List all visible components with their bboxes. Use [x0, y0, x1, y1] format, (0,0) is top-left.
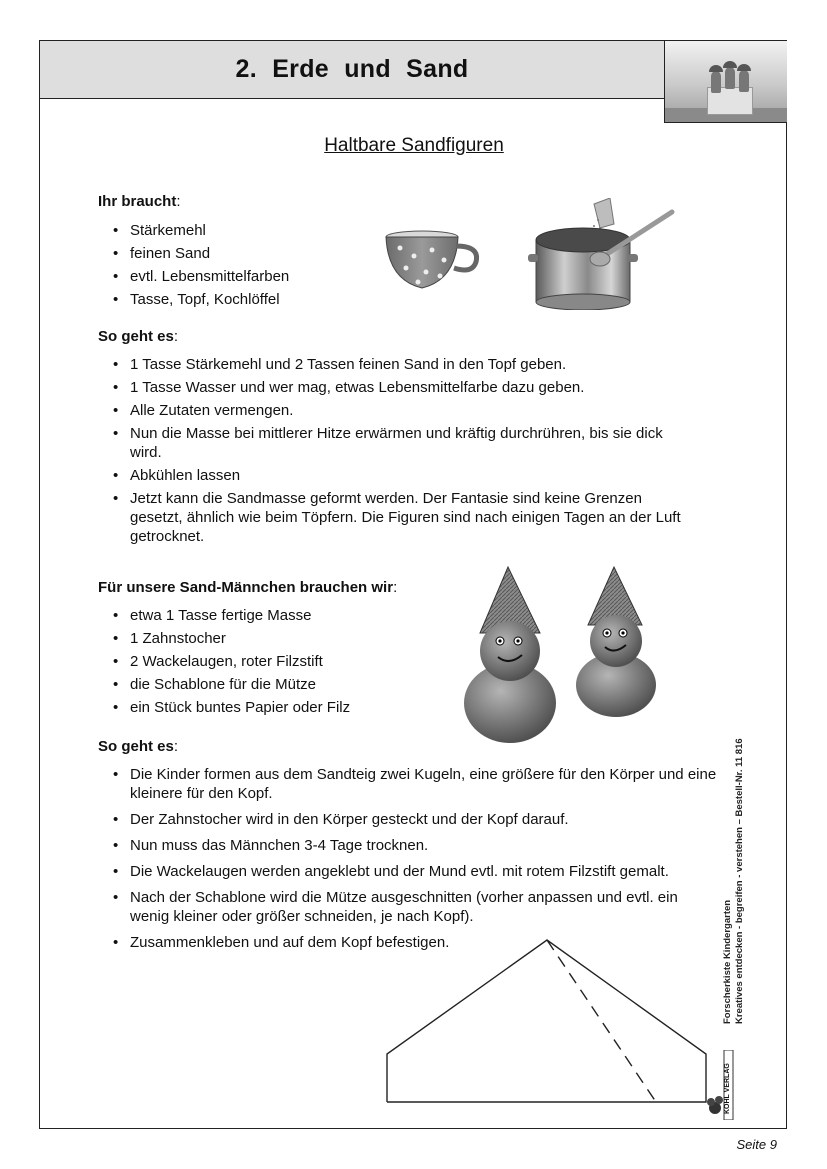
chapter-title: 2. Erde und Sand [235, 55, 469, 83]
pot-icon [528, 198, 678, 310]
list-item: • Jetzt kann die Sandmasse geformt werden. Der Fantasie sind keine Grenzen gesetzt, ähnlich wie beim Töpfern. Die Figuren sind nach einigen Tagen an der Luft getrocknet. [98, 489, 690, 546]
cup-icon [382, 228, 484, 294]
list-item: • Nun muss das Männchen 3-4 Tage trocknen. [98, 836, 738, 855]
steps2-list [98, 765, 738, 952]
page-number: Seite 9 [736, 1137, 777, 1152]
sidebar-imprint [714, 684, 774, 1024]
publisher-logo-text: KOHL VERLAG [724, 1063, 731, 1114]
list-item: • evtl. Lebensmittelfarben [98, 267, 338, 286]
materials-heading: Ihr braucht: [98, 193, 181, 210]
list-item: • 1 Zahnstocher [98, 629, 458, 648]
list-item: • 1 Tasse Stärkemehl und 2 Tassen feinen Sand in den Topf geben. [98, 355, 698, 374]
list-item: • feinen Sand [98, 244, 338, 263]
sidebar-line-2: Kreatives entdecken - begreifen - verstehen – Bestell-Nr. 11 816 [734, 738, 745, 1024]
steps1-heading: So geht es: [98, 328, 179, 345]
steps2-heading: So geht es: [98, 738, 179, 755]
hat-template-icon [384, 936, 710, 1106]
list-item: • 1 Tasse Wasser und wer mag, etwas Lebensmittelfarbe dazu geben. [98, 378, 698, 397]
figure-materials-heading: Für unsere Sand-Männchen brauchen wir: [98, 579, 398, 596]
sand-figure-icon [462, 565, 662, 745]
list-item: • 2 Wackelaugen, roter Filzstift [98, 652, 458, 671]
chapter-header [40, 41, 665, 99]
steps1-list [98, 355, 698, 546]
sidebar-line-1: Forscherkiste Kindergarten [722, 899, 733, 1024]
list-item: • Tasse, Topf, Kochlöffel [98, 290, 338, 309]
list-item: • Alle Zutaten vermengen. [98, 401, 698, 420]
list-item: • Die Kinder formen aus dem Sandteig zwei Kugeln, eine größere für den Körper und eine kleinere für den Kopf. [98, 765, 730, 803]
list-item: • die Schablone für die Mütze [98, 675, 458, 694]
list-item: • Abkühlen lassen [98, 466, 698, 485]
materials-list [98, 221, 338, 309]
figure-materials-list [98, 606, 458, 717]
list-item: • etwa 1 Tasse fertige Masse [98, 606, 458, 625]
header-photo [664, 41, 787, 123]
list-item: • Zusammenkleben und auf dem Kopf befestigen. [98, 933, 738, 952]
list-item: • Nach der Schablone wird die Mütze ausgeschnitten (vorher anpassen und evtl. ein wenig kleiner oder größer schneiden, je nach Kopf). [98, 888, 700, 926]
list-item: • Nun die Masse bei mittlerer Hitze erwärmen und kräftig durchrühren, bis sie dick wird. [98, 424, 690, 462]
list-item: • ein Stück buntes Papier oder Filz [98, 698, 458, 717]
section-title: Haltbare Sandfiguren [324, 135, 504, 156]
list-item: • Die Wackelaugen werden angeklebt und der Mund evtl. mit rotem Filzstift gemalt. [98, 862, 738, 881]
list-item: • Stärkemehl [98, 221, 338, 240]
publisher-logo-icon [705, 1050, 735, 1125]
list-item: • Der Zahnstocher wird in den Körper gesteckt und der Kopf darauf. [98, 810, 738, 829]
